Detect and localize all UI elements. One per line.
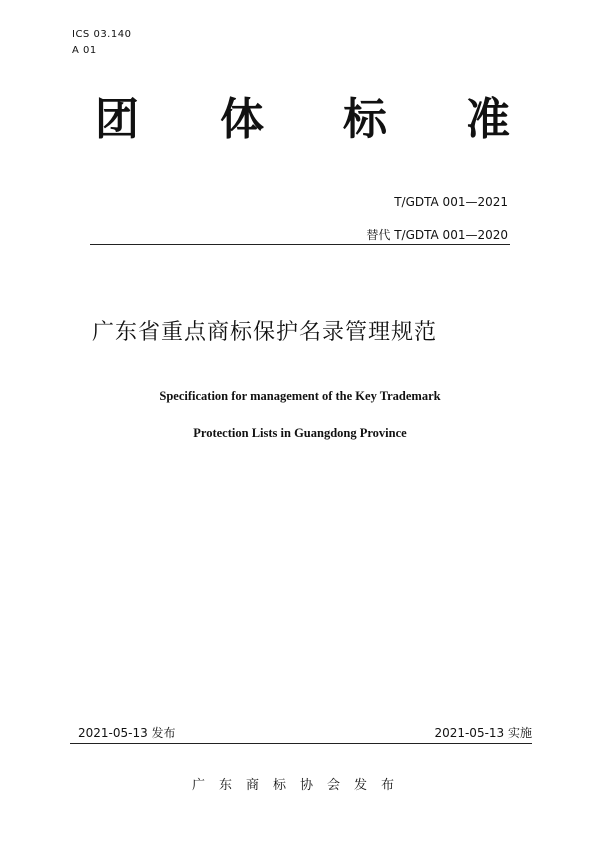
header-char-2: 体 — [220, 94, 264, 145]
english-title-line-2: Protection Lists in Guangdong Province — [193, 426, 407, 440]
footer-divider — [70, 743, 532, 744]
standard-number: T/GDTA 001—2021 — [394, 195, 508, 209]
chinese-title: 广东省重点商标保护名录管理规范 — [92, 320, 438, 345]
ccs-code: A 01 — [72, 45, 97, 56]
replaces-standard: 替代 T/GDTA 001—2020 — [366, 228, 508, 242]
ics-code: ICS 03.140 — [72, 29, 132, 40]
header-char-4: 准 — [466, 94, 510, 145]
publisher: 广东商标协会发布 — [191, 778, 408, 793]
english-title-line-1: Specification for management of the Key Trademark — [159, 389, 441, 403]
header-char-3: 标 — [343, 94, 387, 145]
header-char-1: 团 — [95, 94, 139, 145]
publish-date: 2021-05-13 发布 — [78, 726, 176, 740]
header-divider — [90, 244, 510, 245]
implement-date: 2021-05-13 实施 — [434, 726, 532, 740]
